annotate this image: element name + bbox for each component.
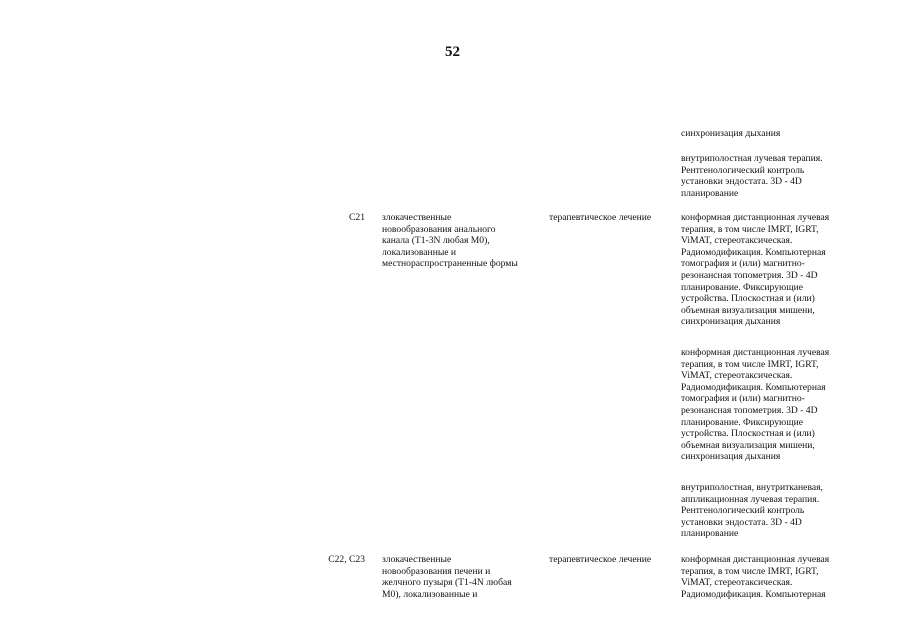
page-number: 52: [445, 44, 460, 60]
row-code: C21: [349, 212, 365, 223]
row-method: конформная дистанционная лучевая терапия, в том числе IMRT, IGRT, ViMAT, стереотаксическая. Радиомодификация. Компьютерная томография и (или) магнитно- резонансная топометрия. 3D - 4D планирование. Фиксирующие устройства. Плоскостная и (или) объемная визуализация мишени, синхронизация дыхания: [681, 347, 830, 463]
row-description: злокачественные новообразования печени и желчного пузыря (T1-4N любая M0), локализованные и: [382, 554, 512, 600]
row-method: конформная дистанционная лучевая терапия, в том числе IMRT, IGRT, ViMAT, стереотаксическая. Радиомодификация. Компьютерная: [681, 554, 830, 600]
row-method: конформная дистанционная лучевая терапия, в том числе IMRT, IGRT, ViMAT, стереотаксическая. Радиомодификация. Компьютерная томография и (или) магнитно- резонансная топометрия. 3D - 4D планирование. Фиксирующие устройства. Плоскостная и (или) объемная визуализация мишени, синхронизация дыхания: [681, 212, 830, 328]
row-method: внутриполостная, внутритканевая, аппликационная лучевая терапия. Рентгенологический контроль установки эндостата. 3D - 4D планирование: [681, 482, 823, 540]
continuation-method-text: внутриполостная лучевая терапия. Рентгенологический контроль установки эндостата. 3D - 4D планирование: [681, 153, 823, 199]
row-treatment: терапевтическое лечение: [549, 212, 652, 223]
row-treatment: терапевтическое лечение: [549, 554, 652, 565]
continuation-method-text: синхронизация дыхания: [681, 128, 781, 139]
row-description: злокачественные новообразования анального канала (T1-3N любая M0), локализованные и местнораспространенные формы: [382, 212, 518, 270]
row-code: C22, C23: [328, 554, 365, 565]
